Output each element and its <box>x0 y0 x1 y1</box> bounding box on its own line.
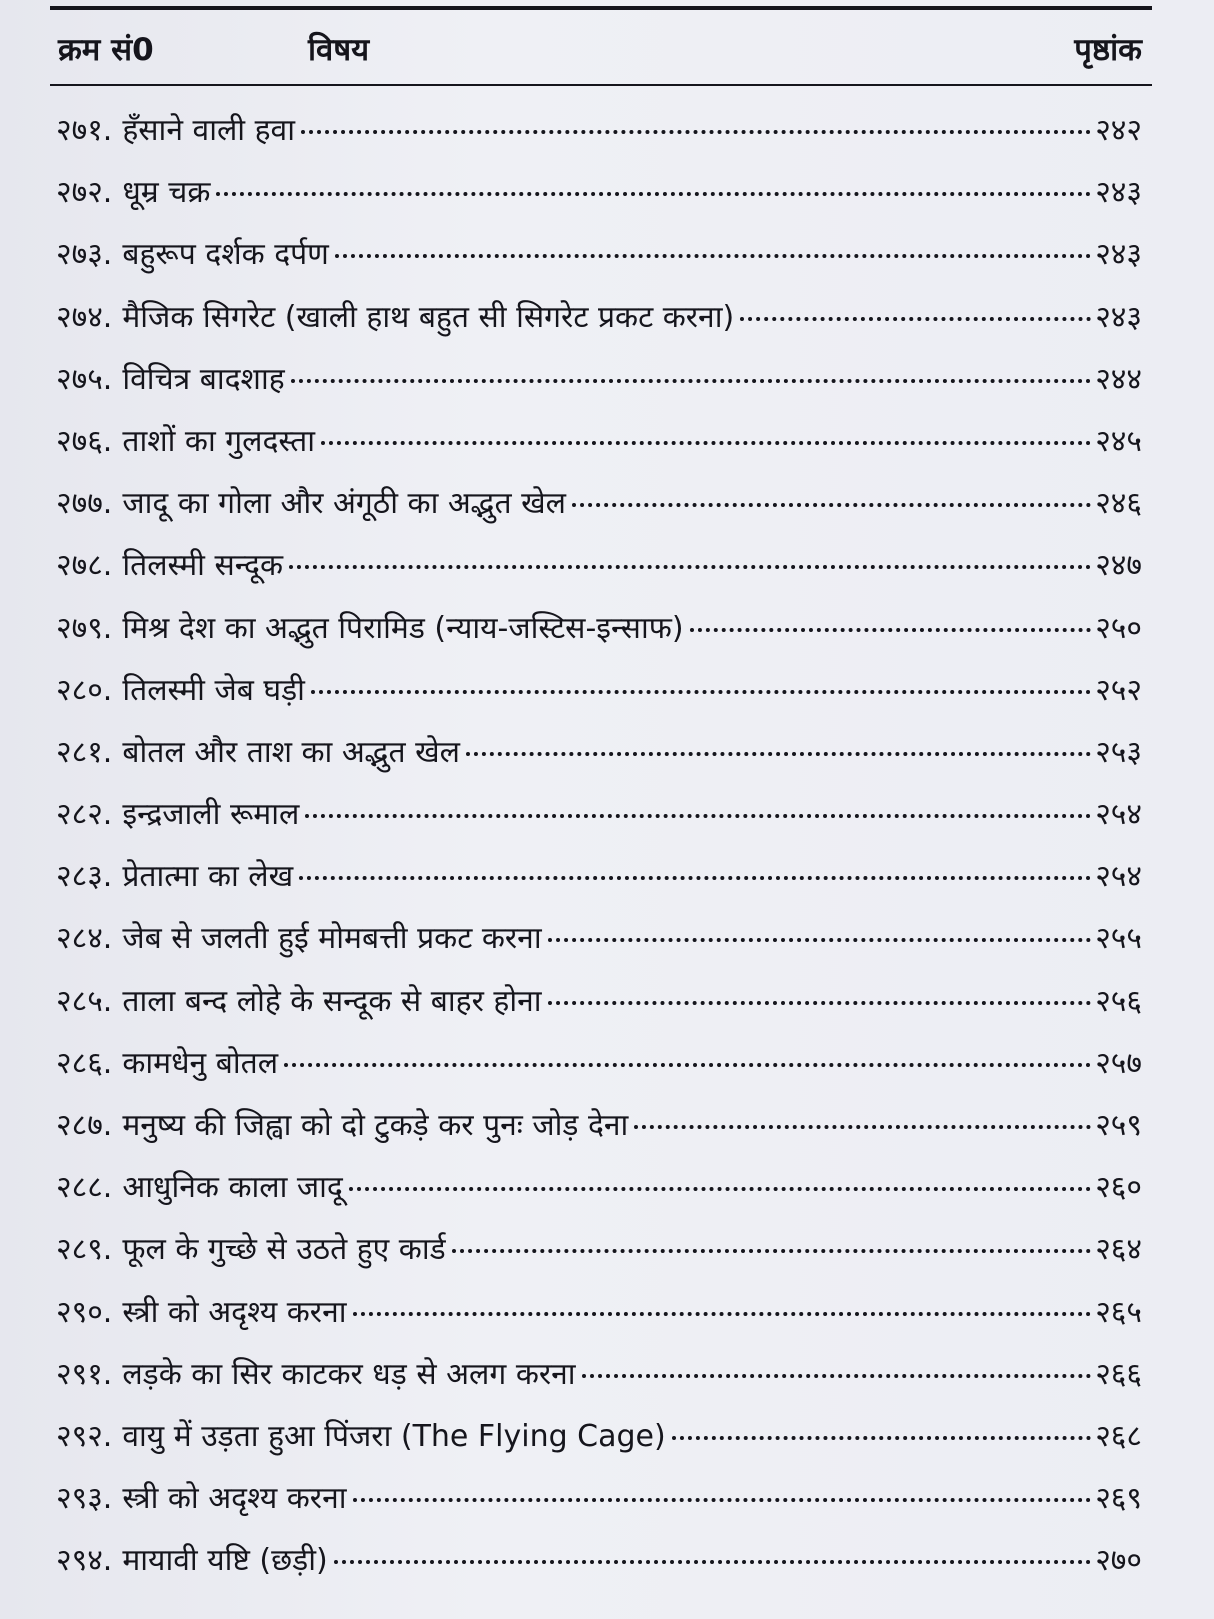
toc-entry-number: २८३. <box>56 859 113 895</box>
toc-entry-title: मनुष्य की जिह्वा को दो टुकड़े कर पुनः जोड़ देना <box>122 1108 629 1143</box>
toc-entry-title: तिलस्मी सन्दूक <box>122 548 283 584</box>
dot-leader <box>311 690 1091 694</box>
toc-entry <box>50 598 1152 660</box>
toc-entry-number: २८७. <box>56 1108 113 1143</box>
toc-entry-title: हँसाने वाली हवा <box>122 113 295 148</box>
dot-leader <box>672 1436 1091 1440</box>
toc-entry-page: २५३ <box>1095 734 1142 770</box>
dot-leader <box>548 1001 1092 1005</box>
toc-entry-title: बोतल और ताश का अद्भुत खेल <box>122 734 460 770</box>
toc-entry-title: विचित्र बादशाह <box>122 361 285 397</box>
toc-entry-number: २७७. <box>56 486 113 522</box>
toc-entry-page: २५४ <box>1095 797 1142 833</box>
toc-entry-number: २९३. <box>56 1481 113 1517</box>
toc-entry-title: जेब से जलती हुई मोमबत्ती प्रकट करना <box>122 921 542 957</box>
dot-leader <box>301 130 1091 134</box>
toc-entry-page: २४४ <box>1095 361 1142 397</box>
toc-entry <box>50 908 1152 970</box>
dot-leader <box>353 1312 1092 1316</box>
toc-entry-page: २६५ <box>1095 1294 1142 1330</box>
toc-entry-page: २६९ <box>1095 1481 1142 1517</box>
toc-list <box>50 100 1152 1593</box>
toc-entry-page: २४७ <box>1095 548 1142 584</box>
dot-leader <box>334 1560 1091 1564</box>
toc-entry-number: २९०. <box>56 1294 113 1330</box>
toc-entry <box>50 100 1152 162</box>
dot-leader <box>548 938 1092 942</box>
toc-entry-number: २८२. <box>56 797 113 833</box>
dot-leader <box>284 1063 1091 1067</box>
toc-header <box>50 20 1152 86</box>
toc-entry-page: २४३ <box>1095 175 1142 211</box>
toc-entry-page: २४५ <box>1095 423 1142 459</box>
toc-entry-number: २७३. <box>56 237 113 273</box>
toc-entry-number: २७६. <box>56 423 113 459</box>
toc-entry-title: मायावी यष्टि (छड़ी) <box>122 1543 328 1579</box>
toc-entry-page: २५६ <box>1095 983 1142 1019</box>
dot-leader <box>690 628 1092 632</box>
toc-entry-page: २६८ <box>1095 1418 1142 1454</box>
dot-leader <box>349 1187 1091 1191</box>
toc-entry-number: २९१. <box>56 1356 113 1392</box>
dot-leader <box>291 379 1092 383</box>
toc-entry-title: ताशों का गुलदस्ता <box>122 423 315 459</box>
toc-entry-number: २७२. <box>56 175 113 211</box>
toc-entry-title: इन्द्रजाली रूमाल <box>122 797 300 833</box>
toc-entry-number: २८०. <box>56 672 113 708</box>
toc-entry-title: जादू का गोला और अंगूठी का अद्भुत खेल <box>122 486 566 522</box>
dot-leader <box>634 1125 1091 1129</box>
toc-entry-number: २७९. <box>56 610 113 646</box>
toc-entry <box>50 971 1152 1033</box>
toc-entry-page: २६६ <box>1095 1356 1142 1392</box>
toc-entry <box>50 1219 1152 1281</box>
toc-entry-number: २७४. <box>56 299 113 335</box>
toc-entry <box>50 660 1152 722</box>
toc-entry-page: २४६ <box>1095 486 1142 522</box>
toc-entry-page: २५५ <box>1095 921 1142 957</box>
toc-entry-title: मैजिक सिगरेट (खाली हाथ बहुत सी सिगरेट प्रकट करना) <box>122 299 735 335</box>
toc-entry-number: २७८. <box>56 548 113 584</box>
toc-entry-page: २४२ <box>1095 113 1142 148</box>
toc-entry-title: मिश्र देश का अद्भुत पिरामिड (न्याय-जस्टिस-इन्साफ) <box>122 610 684 646</box>
toc-entry-title: स्त्री को अदृश्य करना <box>122 1294 347 1330</box>
toc-entry-number: २८९. <box>56 1232 113 1268</box>
toc-entry-page: २५७ <box>1095 1045 1142 1081</box>
toc-entry-number: २८६. <box>56 1045 113 1081</box>
toc-entry <box>50 1033 1152 1095</box>
toc-entry-page: २६४ <box>1095 1232 1142 1268</box>
toc-entry-title: आधुनिक काला जादू <box>122 1170 343 1206</box>
header-number-label: क्रम सं0 <box>58 32 154 68</box>
toc-entry <box>50 1095 1152 1157</box>
top-rule <box>50 6 1152 10</box>
toc-entry <box>50 1468 1152 1530</box>
dot-leader <box>216 192 1091 196</box>
toc-entry-page: २५० <box>1095 610 1142 646</box>
toc-entry-title: बहुरूप दर्शक दर्पण <box>122 237 329 273</box>
toc-entry <box>50 1344 1152 1406</box>
toc-entry-number: २७५. <box>56 361 113 397</box>
toc-entry-title: कामधेनु बोतल <box>122 1045 279 1081</box>
dot-leader <box>572 503 1091 507</box>
toc-entry-title: लड़के का सिर काटकर धड़ से अलग करना <box>122 1356 576 1392</box>
toc-entry-page: २४३ <box>1095 237 1142 273</box>
toc-entry-page: २५४ <box>1095 859 1142 895</box>
dot-leader <box>466 752 1091 756</box>
toc-entry-page: २४३ <box>1095 299 1142 335</box>
toc-entry <box>50 473 1152 535</box>
toc-entry <box>50 1282 1152 1344</box>
toc-entry-page: २६० <box>1095 1170 1142 1206</box>
toc-entry-title: फूल के गुच्छे से उठते हुए कार्ड <box>122 1232 446 1268</box>
header-subject-label: विषय <box>308 32 370 68</box>
dot-leader <box>289 565 1091 569</box>
toc-entry-number: २७१. <box>56 113 113 148</box>
toc-entry-title: स्त्री को अदृश्य करना <box>122 1481 347 1517</box>
dot-leader <box>299 876 1091 880</box>
toc-entry <box>50 846 1152 908</box>
toc-entry-page: २७० <box>1095 1543 1142 1579</box>
dot-leader <box>740 317 1091 321</box>
toc-entry-title: ताला बन्द लोहे के सन्दूक से बाहर होना <box>122 983 542 1019</box>
toc-entry-page: २५२ <box>1095 672 1142 708</box>
toc-entry-title: प्रेतात्मा का लेख <box>122 859 294 895</box>
toc-entry-title: धूम्र चक्र <box>122 175 211 211</box>
toc-entry-number: २९४. <box>56 1543 113 1579</box>
toc-entry <box>50 1406 1152 1468</box>
toc-entry <box>50 1530 1152 1592</box>
dot-leader <box>353 1498 1092 1502</box>
toc-entry <box>50 722 1152 784</box>
toc-entry-page: २५९ <box>1095 1108 1142 1143</box>
dot-leader <box>452 1249 1092 1253</box>
toc-entry <box>50 224 1152 286</box>
toc-entry-number: २९२. <box>56 1418 113 1454</box>
toc-entry <box>50 349 1152 411</box>
toc-entry <box>50 162 1152 224</box>
toc-entry <box>50 287 1152 349</box>
dot-leader <box>582 1374 1092 1378</box>
toc-entry <box>50 784 1152 846</box>
toc-entry <box>50 411 1152 473</box>
dot-leader <box>305 814 1091 818</box>
toc-entry-number: २८१. <box>56 734 113 770</box>
toc-entry-title: तिलस्मी जेब घड़ी <box>122 672 305 708</box>
toc-entry <box>50 535 1152 597</box>
header-page-label: पृष्ठांक <box>1074 32 1142 68</box>
toc-entry-number: २८५. <box>56 983 113 1019</box>
toc-entry-title: वायु में उड़ता हुआ पिंजरा (The Flying Cage) <box>122 1418 666 1454</box>
dot-leader <box>321 441 1091 445</box>
toc-entry-number: २८४. <box>56 921 113 957</box>
dot-leader <box>335 254 1091 258</box>
toc-entry-number: २८८. <box>56 1170 113 1206</box>
toc-entry <box>50 1157 1152 1219</box>
